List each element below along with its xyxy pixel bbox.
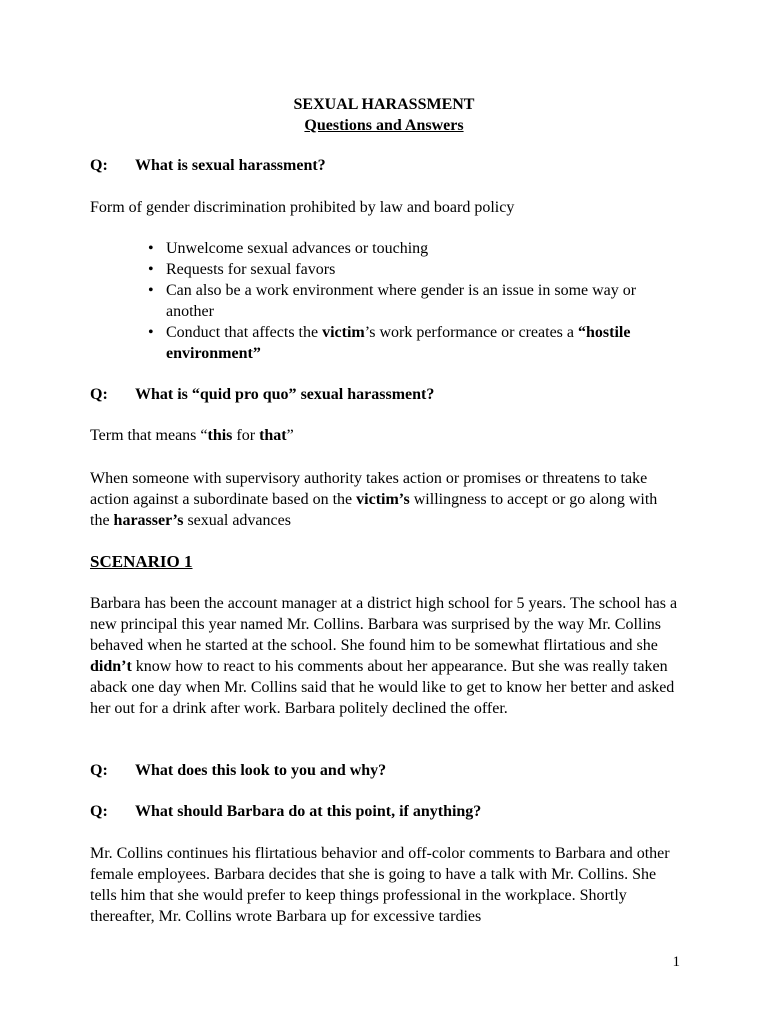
scenario-1-heading: SCENARIO 1 — [90, 552, 193, 571]
bullet-item — [145, 322, 685, 364]
document-subtitle: Questions and Answers — [304, 117, 464, 134]
bullet-text-bold: “hostile environment” — [166, 324, 631, 362]
question-label: Q: — [90, 157, 108, 174]
bullet-text-bold: victim — [322, 324, 365, 341]
paragraph-bold: harasser’s — [113, 512, 184, 529]
question-4 — [90, 801, 680, 822]
paragraph-text: sexual advances — [183, 512, 291, 529]
term-bold: that — [259, 427, 287, 444]
question-2 — [90, 384, 680, 405]
term-text: ” — [286, 427, 294, 444]
paragraph-text: know how to react to his comments about her appearance. But she was really taken aback one day when Mr. Collins said that he would like to get to know her better and asked her out for a drink after work. Barbara politely declined the offer. — [90, 658, 675, 717]
question-label: Q: — [90, 762, 108, 779]
bullet-text: Conduct that affects the — [166, 324, 323, 341]
paragraph-text: Barbara has been the account manager at a district high school for 5 years. The school has a new principal this year named Mr. Collins. Barbara was surprised by the way Mr. Collins behaved when he started at the school. She found him to be somewhat flirtatious and she — [90, 595, 678, 654]
continuation-paragraph: Mr. Collins continues his flirtatious behavior and off-color comments to Barbara and other female employees. Barbara decides that she is going to have a talk with Mr. Collins. She tells him that she would prefer to keep things professional in the workplace. Shortly thereafter, Mr. Collins wrote Barbara up for excessive tardies — [90, 845, 670, 925]
scenario-1-paragraph — [90, 593, 680, 719]
question-3 — [90, 760, 680, 781]
question-2-text: sexual harassment? — [296, 386, 435, 403]
quid-pro-quo-paragraph — [90, 468, 680, 531]
bullet-text: ’s work performance or creates a — [364, 324, 578, 341]
question-2-emphasis: “quid pro quo” — [191, 386, 297, 403]
question-2-text: What is — [135, 386, 192, 403]
bullet-item: • Can also be a work environment where gender is an issue in some way or another — [145, 280, 685, 322]
bullet-list — [145, 238, 685, 364]
paragraph-bold: didn’t — [90, 658, 132, 675]
term-definition — [90, 425, 680, 446]
term-text: Term that means “ — [90, 427, 208, 444]
paragraph-text: willingness to accept or go along with the — [90, 491, 658, 529]
bullet-item: • Unwelcome sexual advances or touching — [145, 238, 685, 259]
definition-1: Form of gender discrimination prohibited by law and board policy — [90, 199, 515, 216]
question-1 — [90, 155, 680, 176]
question-4-text: What should Barbara do at this point, if anything? — [135, 803, 482, 820]
term-text: for — [232, 427, 260, 444]
bullet-item: • Requests for sexual favors — [145, 259, 685, 280]
term-bold: this — [207, 427, 233, 444]
document-title: SEXUAL HARASSMENT — [293, 96, 475, 113]
page-number: 1 — [672, 954, 680, 970]
paragraph-bold: victim’s — [356, 491, 410, 508]
question-label: Q: — [90, 803, 108, 820]
question-label: Q: — [90, 386, 108, 403]
question-1-text: What is sexual harassment? — [135, 157, 326, 174]
paragraph-text: When someone with supervisory authority takes action or promises or threatens to take action against a subordinate based on the — [90, 470, 648, 508]
question-3-text: What does this look to you and why? — [135, 762, 387, 779]
